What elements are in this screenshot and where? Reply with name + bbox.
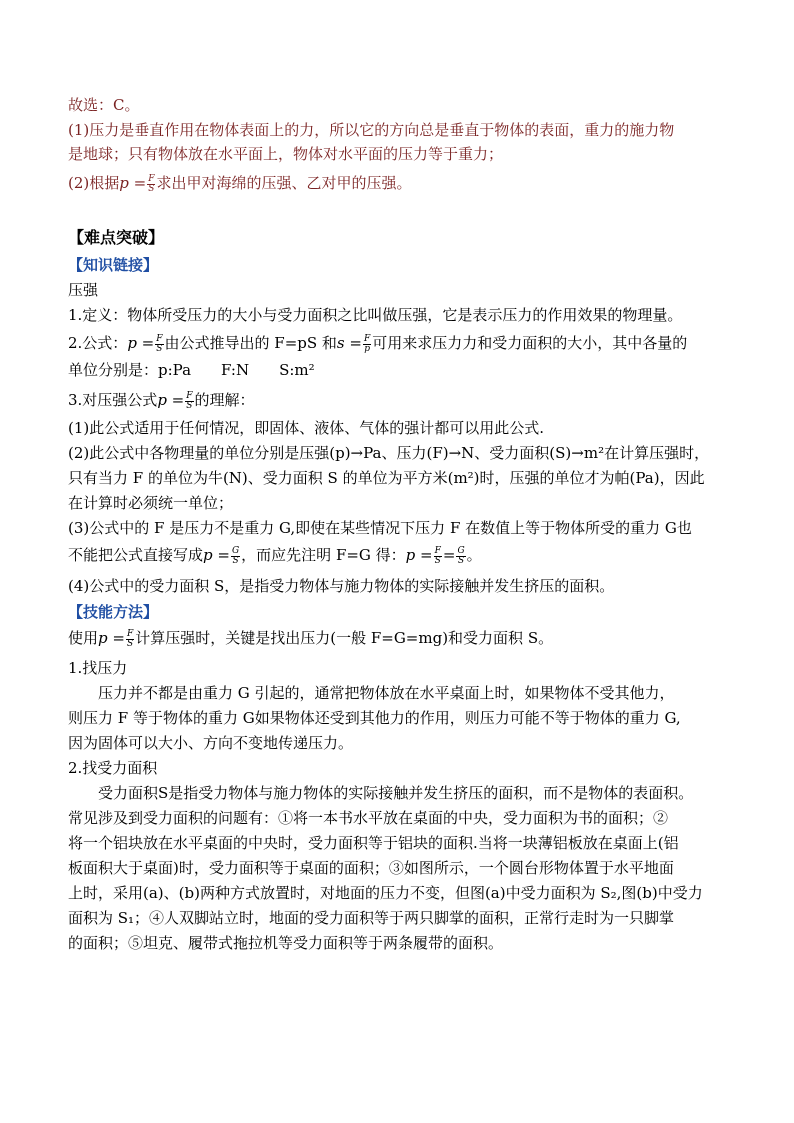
understanding-2-cont: 只有当力 F 的单位为牛(N)、受力面积 S 的单位为平方米(m²)时，压强的单位才为帕(Pa)，因此 [68,469,705,487]
find-area-text-4: 板面积大于桌面)时，受力面积等于桌面的面积；③如图所示，一个圆台形物体置于水平地面 [68,859,674,877]
find-area-text-5: 上时，采用(a)、(b)两种方式放置时，对地面的压力不变，但图(a)中受力面积为 S₂,图(b)中受力 [68,884,703,902]
answer-point-1: (1)压力是垂直作用在物体表面上的力，所以它的方向总是垂直于物体的表面，重力的施力物 [68,121,675,139]
find-area-text-6: 面积为 S₁；④人双脚站立时，地面的受力面积等于两只脚掌的面积，正常行走时为一只脚掌 [68,909,675,927]
find-force-text-cont: 则压力 F 等于物体的重力 G如果物体还受到其他力的作用，则压力可能不等于物体的重力 G, [68,709,681,727]
use-formula-text: 使用p = $\frac{F}{S}$ 计算压强时，关键是找出压力(一般 F=G=mg)和受力面积 S。 [68,628,554,649]
formula-text: 2.公式：p = $\frac{F}{S}$ 由公式推导出的 F=pS 和s = $\frac{F}{p}$ 可用来求压力力和受力面积的大小，其中各量的 [68,333,688,354]
understanding-2: (2)此公式中各物理量的单位分别是压强(p)→Pa、压力(F)→N、受力面积(S)→m²在计算压强时， [68,444,710,462]
answer-point-1-cont: 是地球；只有物体放在水平面上，物体对水平面的压力等于重力； [68,145,504,163]
find-force-text: 压力并不都是由重力 G 引起的，通常把物体放在水平桌面上时，如果物体不受其他力， [98,684,675,702]
find-area-heading: 2.找受力面积 [68,759,158,777]
answer-choice: 故选：C。 [68,96,140,114]
fraction-g-over-s: $\frac{G}{S}$ [231,545,240,566]
fraction-f-over-s: $\frac{F}{S}$ [148,173,155,194]
definition-text: 1.定义：物体所受压力的大小与受力面积之比叫做压强，它是表示压力的作用效果的物理量。 [68,306,683,324]
understanding-4: (4)公式中的受力面积 S，是指受力物体与施力物体的实际接触并发生挤压的面积。 [68,577,615,595]
topic-label: 压强 [68,281,99,299]
answer-point-2: (2)根据p = $\frac{F}{S}$ 求出甲对海绵的压强、乙对甲的压强。 [68,173,412,194]
fraction-f-over-s: $\frac{F}{S}$ [156,333,163,354]
find-area-text-2: 常见涉及到受力面积的问题有：①将一本书水平放在桌面的中央，受力面积为书的面积；② [68,809,669,827]
units-text: 单位分别是：p:Pa F:N S:m² [68,361,315,379]
understanding-1: (1)此公式适用于任何情况，即固体、液体、气体的强计都可以用此公式. [68,419,545,437]
find-force-text-cont2: 因为固体可以大小、方向不变地传递压力。 [68,734,354,752]
find-area-text: 受力面积S是指受力物体与施力物体的实际接触并发生挤压的面积，而不是物体的表面积。 [98,784,694,802]
section-title: 【难点突破】 [68,228,165,247]
understanding-3: (3)公式中的 F 是压力不是重力 G,即使在某些情况下压力 F 在数值上等于物体所受的重力 G也 [68,519,692,537]
find-area-text-7: 的面积；⑤坦克、履带式拖拉机等受力面积等于两条履带的面积。 [68,934,504,952]
fraction-f-over-p: $\frac{F}{p}$ [363,333,371,354]
understanding-2-cont2: 在计算时必须统一单位； [68,494,234,512]
fraction-f-over-s: $\frac{F}{S}$ [434,545,441,566]
find-force-heading: 1.找压力 [68,659,128,677]
fraction-g-over-s: $\frac{G}{S}$ [457,545,465,566]
skill-method-label: 【技能方法】 [68,603,159,621]
understanding-heading: 3.对压强公式p = $\frac{F}{S}$ 的理解： [68,390,255,411]
fraction-f-over-s: $\frac{F}{S}$ [126,628,134,649]
knowledge-link-label: 【知识链接】 [68,256,159,274]
find-area-text-3: 将一个铝块放在水平桌面的中央时，受力面积等于铝块的面积.当将一块薄铝板放在桌面上(铝 [68,834,679,852]
understanding-3-cont: 不能把公式直接写成p = $\frac{G}{S}$ ，而应先注明 F=G 得：p = $\frac{F}{S}$ = $\frac{G}{S}$ 。 [68,545,482,566]
fraction-f-over-s: $\frac{F}{S}$ [186,390,193,411]
